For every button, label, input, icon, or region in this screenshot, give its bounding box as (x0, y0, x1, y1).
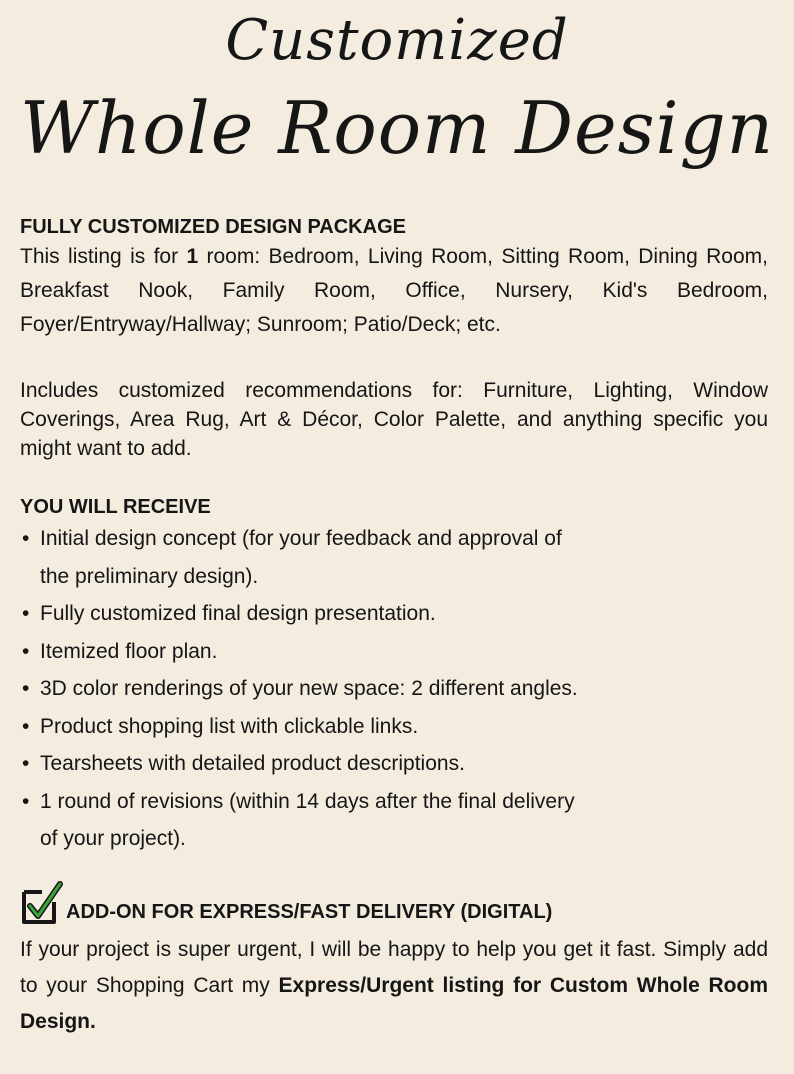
list-item (20, 745, 768, 783)
addon-text (20, 932, 768, 1040)
addon-text-plain: If your project is super urgent, I will be happy to help you get it fast. Simply add to your Shopping Cart my (20, 938, 768, 997)
list-item (20, 670, 768, 708)
list-item (20, 783, 768, 858)
package-section (20, 214, 768, 342)
list-item-text: 1 round of revisions (within 14 days after the final delivery (40, 789, 575, 813)
list-item (20, 708, 768, 746)
title-line-2: Whole Room Design (19, 86, 775, 170)
list-item-text: 3D color renderings of your new space: 2 different angles. (40, 677, 578, 700)
bullet: • (22, 677, 30, 700)
list-item (20, 595, 768, 633)
includes-text: Includes customized recommendations for: Furniture, Lighting, Window Coverings, Area Rug, Art & Décor, Color Palette, and anything specific you might want to add. (20, 379, 768, 460)
list-item-text: Tearsheets with detailed product descriptions. (40, 752, 465, 775)
list-item-text: Product shopping list with clickable links. (40, 714, 419, 738)
list-item-text: Initial design concept (for your feedback and approval of (40, 527, 562, 550)
list-item (20, 520, 768, 595)
package-heading: FULLY CUSTOMIZED DESIGN PACKAGE (20, 216, 406, 238)
addon-heading: ADD-ON FOR EXPRESS/FAST DELIVERY (DIGITAL) (66, 901, 553, 923)
bullet: • (22, 602, 30, 625)
bullet: • (22, 639, 30, 663)
bullet: • (22, 752, 30, 775)
list-item (20, 633, 768, 671)
addon-section (20, 932, 768, 1040)
receive-heading: YOU WILL RECEIVE (20, 496, 211, 518)
title-line-1: Customized (225, 8, 569, 73)
receive-list (20, 520, 768, 858)
bullet: • (22, 527, 30, 550)
room-count: 1 (186, 245, 199, 268)
list-item-text: Itemized floor plan. (40, 639, 218, 663)
bullet: • (22, 789, 30, 813)
includes-section (20, 376, 768, 463)
addon-text-bold: Express/Urgent listing for Custom Whole Room Design. (20, 974, 769, 1033)
bullet: • (22, 714, 30, 738)
package-intro (20, 240, 768, 342)
receive-section (20, 494, 768, 858)
checkbox-check-icon (20, 880, 66, 926)
list-item-text: Fully customized final design presentation. (40, 602, 436, 625)
list-item-continuation: of your project). (40, 827, 186, 850)
intro-before: This listing is for (20, 245, 187, 268)
list-item-continuation: the preliminary design). (40, 564, 259, 588)
intro-after: room: Bedroom, Living Room, Sitting Room, Dining Room, Breakfast Nook, Family Room, Office, Nursery, Kid's Bedroom, Foyer/Entryway/Hallway; Sunroom; Patio/Deck; etc. (20, 245, 768, 336)
